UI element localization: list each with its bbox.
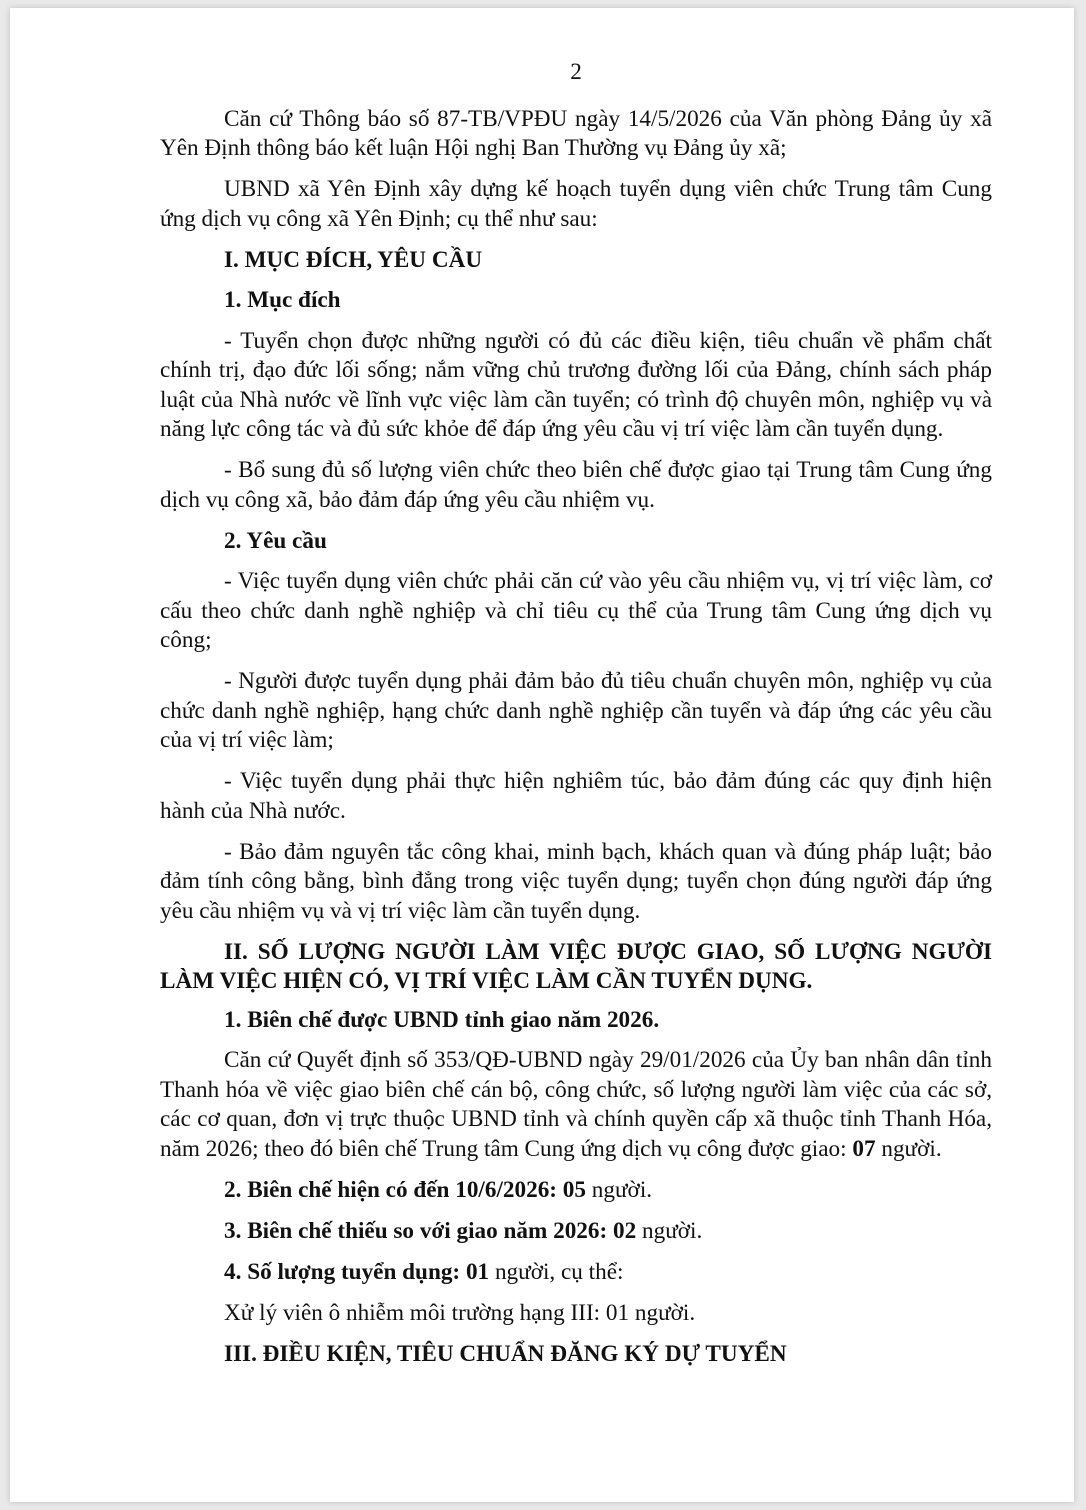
paragraph-requirement-3: - Việc tuyển dụng phải thực hiện nghiêm túc, bảo đảm đúng các quy định hiện hành của Nhà nước. [160,768,992,824]
paragraph-decision [160,1046,992,1164]
current-staff-label: 2. Biên chế hiện có đến 10/6/2026: 05 [224,1176,586,1203]
heading-section-2: II. SỐ LƯỢNG NGƯỜI LÀM VIỆC ĐƯỢC GIAO, SỐ LƯỢNG NGƯỜI LÀM VIỆC HIỆN CÓ, VỊ TRÍ VIỆC LÀM CẦN TUYỂN DỤNG. [160,938,992,994]
heading-section-1: I. MỤC ĐÍCH, YÊU CẦU [224,246,483,273]
page-number: 2 [570,59,582,85]
decision-text: Căn cứ Quyết định số 353/QĐ-UBND ngày 29/01/2026 của Ủy ban nhân dân tỉnh Thanh hóa về việc giao biên chế cán bộ, công chức, số lượng người làm việc của các sở, các cơ quan, đơn vị trực thuộc UBND tỉnh và chính quyền cấp xã thuộc tỉnh Thanh Hóa, năm 2026; theo đó biên chế Trung tâm Cung ứng dịch vụ công được giao: [160,1047,992,1162]
paragraph-legal-basis: Căn cứ Thông báo số 87-TB/VPĐU ngày 14/5/2026 của Văn phòng Đảng ủy xã Yên Định thông báo kết luận Hội nghị Ban Thường vụ Đảng ủy xã; [160,105,992,161]
line-current-staff [160,1176,992,1206]
shortage-label: 3. Biên chế thiếu so với giao năm 2026: 02 [224,1217,637,1244]
assigned-count: 07 [852,1135,876,1162]
document-body [160,58,992,1380]
subheading-purpose: 1. Mục đích [224,287,341,313]
current-staff-tail: người. [586,1176,653,1203]
heading-section-3: III. ĐIỀU KIỆN, TIÊU CHUẨN ĐĂNG KÝ DỰ TUYỂN [224,1340,787,1367]
paragraph-position: Xử lý viên ô nhiễm môi trường hạng III: 01 người. [224,1299,696,1326]
shortage-tail: người. [636,1217,703,1244]
paragraph-requirement-2: - Người được tuyển dụng phải đảm bảo đủ tiêu chuẩn chuyên môn, nghiệp vụ của chức danh nghề nghiệp, hạng chức danh nghề nghiệp cần tuyển và đáp ứng các yêu cầu của vị trí việc làm; [160,668,992,753]
paragraph-requirement-4: - Bảo đảm nguyên tắc công khai, minh bạch, khách quan và đúng pháp luật; bảo đảm tính công bằng, bình đẳng trong việc tuyển dụng; tuyển chọn đúng người đáp ứng yêu cầu nhiệm vụ và vị trí việc làm cần tuyển dụng. [160,838,992,924]
paragraph-requirement-1: - Việc tuyển dụng viên chức phải căn cứ vào yêu cầu nhiệm vụ, vị trí việc làm, cơ cấu theo chức danh nghề nghiệp và chỉ tiêu cụ thể của Trung tâm Cung ứng dịch vụ công; [160,568,992,653]
paragraph-purpose-2: - Bổ sung đủ số lượng viên chức theo biên chế được giao tại Trung tâm Cung ứng dịch vụ công xã, bảo đảm đáp ứng yêu cầu nhiệm vụ. [160,457,992,513]
decision-tail: người. [875,1135,942,1162]
paragraph-purpose-1: - Tuyển chọn được những người có đủ các điều kiện, tiêu chuẩn về phẩm chất chính trị, đạo đức lối sống; nắm vững chủ trương đường lối của Đảng, chính sách pháp luật của Nhà nước về lĩnh vực việc làm cần tuyển; có trình độ chuyên môn, nghiệp vụ và năng lực công tác và đủ sức khỏe để đáp ứng yêu cầu vị trí việc làm cần tuyển dụng. [160,327,992,442]
recruit-count-label: 4. Số lượng tuyển dụng: 01 [224,1258,490,1285]
subheading-assigned-staff: 1. Biên chế được UBND tỉnh giao năm 2026. [224,1006,660,1033]
paragraph-intro: UBND xã Yên Định xây dựng kế hoạch tuyển dụng viên chức Trung tâm Cung ứng dịch vụ công xã Yên Định; cụ thể như sau: [160,176,992,232]
recruit-count-tail: người, cụ thể: [489,1258,624,1285]
document-page [10,8,1074,1502]
line-shortage [160,1217,992,1247]
subheading-requirements: 2. Yêu cầu [224,527,327,554]
line-recruit-count [160,1258,992,1288]
